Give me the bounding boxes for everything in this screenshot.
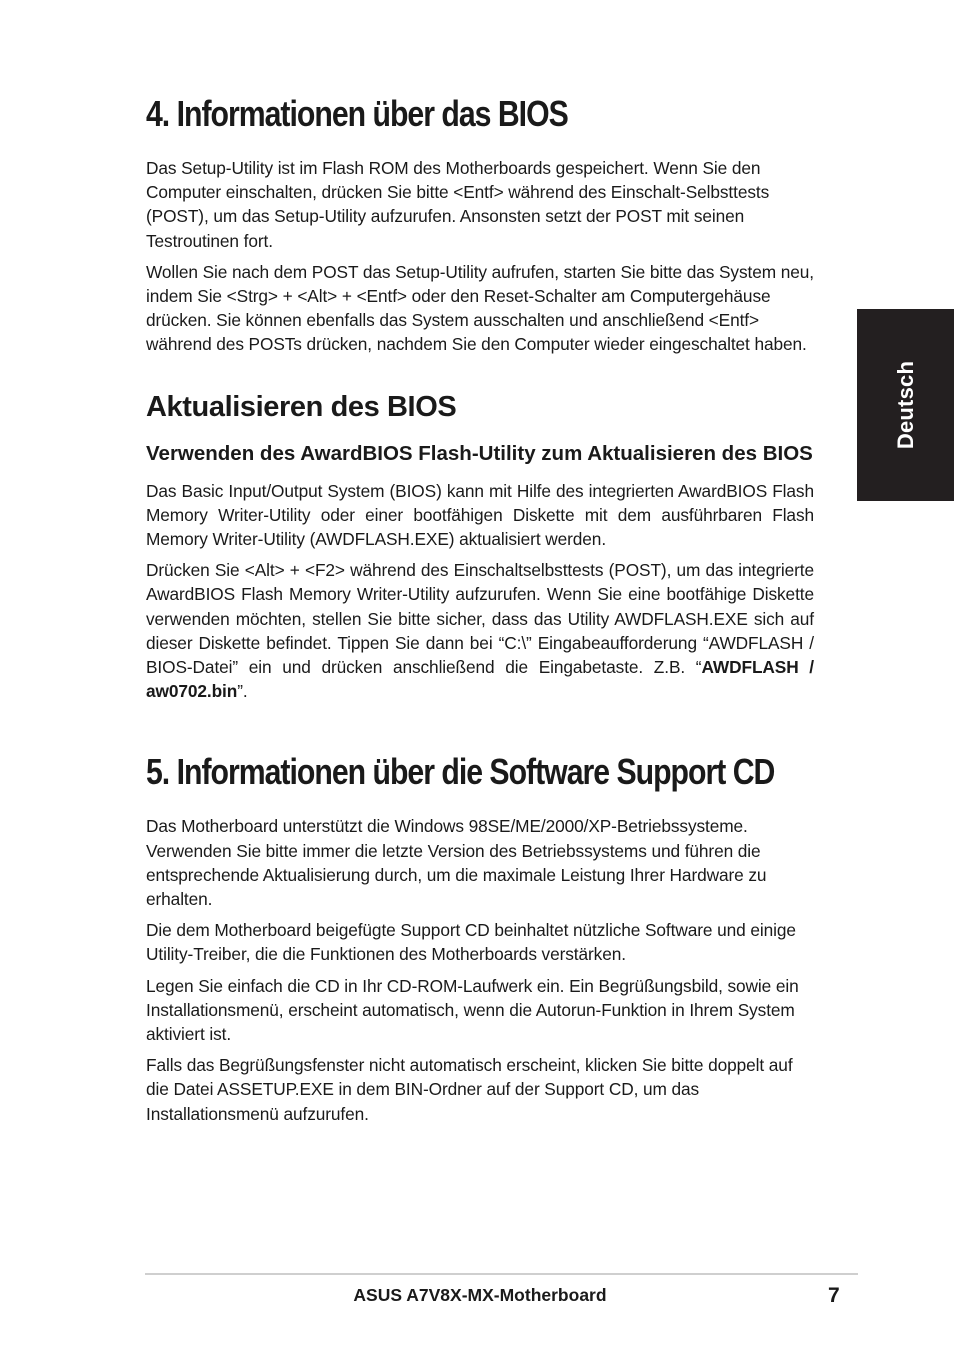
page-number: 7 [828,1284,840,1307]
awardbios-subheading: Verwenden des AwardBIOS Flash-Utility zum Aktualisieren des BIOS [146,441,813,465]
language-tab [857,309,954,501]
section-5-paragraph-4: Falls das Begrüßungsfenster nicht automatisch erscheint, klicken Sie bitte doppelt auf die Datei ASSETUP.EXE in dem BIN-Ordner auf der Support CD, um das Installationsmenü aufzurufen. [146,1055,793,1124]
awdflash-command: AWDFLASH / aw0702.bin [146,657,814,702]
section-5-heading: 5. Informationen über die Software Support CD [146,751,775,793]
section-4-paragraph-1: Das Setup-Utility ist im Flash ROM des Motherboards gespeichert. Wenn Sie den Computer einschalten, drücken Sie bitte <Entf> während des Einschalt-Selbsttests (POST), um das Setup-Utility aufzurufen. Ansonsten setzt der POST mit seinen Testroutinen fort. [146,158,770,251]
section-5-paragraph-3: Legen Sie einfach die CD in Ihr CD-ROM-Laufwerk ein. Ein Begrüßungsbild, sowie ein Installationsmenü, erscheint automatisch, wenn die Autorun-Funktion in Ihrem System aktiviert ist. [146,975,799,1045]
language-tab-label: Deutsch [892,360,918,450]
section-4-paragraph-2: Wollen Sie nach dem POST das Setup-Utility aufrufen, starten Sie bitte das System neu, indem Sie <Strg> + <Alt> + <Entf> oder den Reset-Schalter am Computergehäuse drücken. Sie können ebenfalls das System ausschalten und anschließend <Entf> während des POSTs drücken, nachdem Sie den Computer wieder eingeschaltet haben. [146,261,814,355]
update-paragraph-1: Das Basic Input/Output System (BIOS) kann mit Hilfe des integrierten AwardBIOS Flash Memory Writer-Utility oder einer bootfähigen Diskette mit dem ausführbaren Flash Memory Writer-Utility (AWDFLASH.EXE) aktualisiert werden. [146,480,814,550]
section-5-paragraph-1: Das Motherboard unterstützt die Windows 98SE/ME/2000/XP-Betriebssysteme. Verwenden Sie bitte immer die letzte Version des Betriebssystems und führen die entsprechende Aktualisierung durch, um die maximale Leistung Ihrer Hardware zu erhalten. [146,816,767,910]
section-5-paragraph-2: Die dem Motherboard beigefügte Support CD beinhaltet nützliche Software und einige Utility-Treiber, die die Funktionen des Motherboards verstärken. [146,920,796,965]
footer-divider [145,1273,858,1275]
update-paragraph-2: Drücken Sie <Alt> + <F2> während des Einschaltselbsttests (POST), um das integrierte AwardBIOS Flash Memory Writer-Utility aufzurufen. Wenn Sie eine bootfähige Diskette verwenden möchten, stellen Sie bitte sicher, dass das Utility AWDFLASH.EXE sich auf dieser Diskette befindet. Tippen Sie dann bei “C:\” Eingabeaufforderung “AWDFLASH / BIOS-Datei” ein und drücken anschließend die Eingabetaste. Z.B. “AWDFLASH / aw0702.bin”. [146,560,814,702]
section-4-heading: 4. Informationen über das BIOS [146,93,568,134]
footer-title: ASUS A7V8X-MX-Motherboard [353,1285,607,1305]
update-bios-heading: Aktualisieren des BIOS [146,390,457,423]
page-content [146,92,814,1133]
